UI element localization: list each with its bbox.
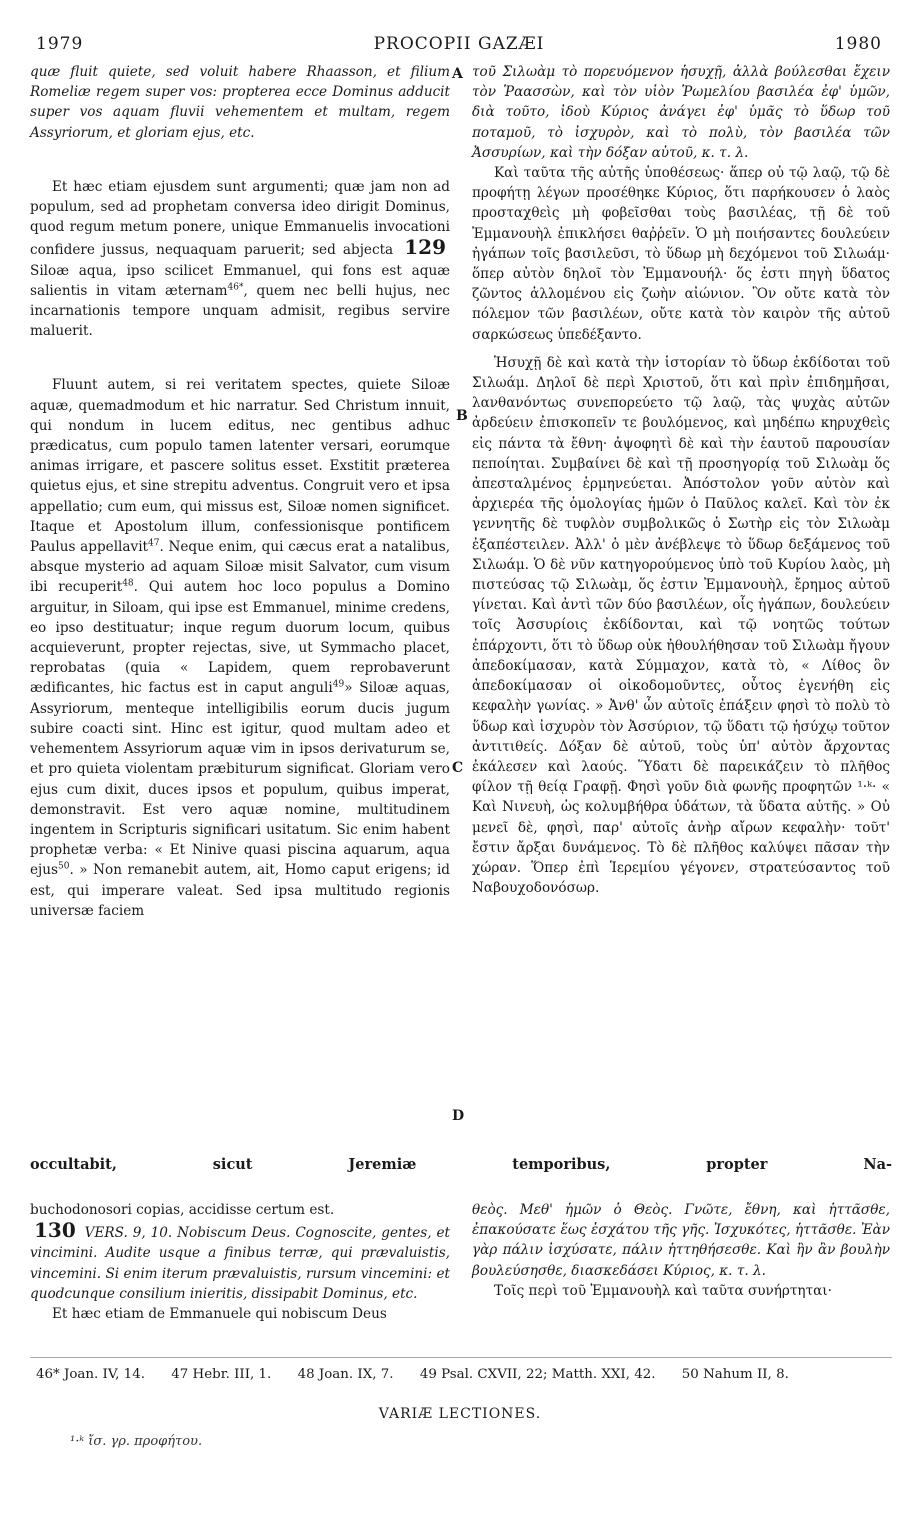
footnote-46: 46* Joan. IV, 14. xyxy=(36,1367,145,1382)
footnote-ref-50: 50 xyxy=(58,861,70,872)
latin-lower-paragraph-2-text: VERS. 9, 10. Nobiscum Deus. Cognoscite, gentes, et vincimini. Audite usque a finibus terræ, qui prævaluistis, vincemini. Si enim iterum prævaluistis, rursum vincemini: et quodcunque consilium inieritis, dissipabit Dominus, etc. xyxy=(30,1225,450,1302)
latin-column xyxy=(30,62,450,921)
greek-paragraph-2: Καὶ ταῦτα τῆς αὐτῆς ὑποθέσεως· ἅπερ οὐ τῷ λαῷ, τῷ δὲ προφήτῃ λέγων προσέθηκε Κύριος, ὅτι παρήκουσεν ὁ λαὸς προσταχθεὶς μὴ φοβεῖσθαι τοὺς βασιλέας, τῇ δὲ τοῦ Ἐμμανουὴλ ἐπικλήσει θαῤῥεῖν. Ὁ μὴ ποιήσαντες δουλεύειν ἠγάπων τοῖς βασιλεῦσι, τὸ ὕδωρ μὴ δεχόμενοι τοῦ Σιλωάμ· ὅπερ αὐτὸν δηλοῖ τὸν Ἐμμανουήλ· ὅς ἐστι πηγὴ ὕδατος ζῶντος ἁλλομένου εἰς ζωὴν αἰώνιον. Ὃν οὔτε κατὰ τὸν πόλεμον τῶν βασιλέων, οὔτε κατὰ τὸν καιρὸν τῆς αὐτοῦ σαρκώσεως ὑπεδέξαντο. xyxy=(472,165,890,343)
latin-paragraph-2-c: , quem nec belli hujus, nec incarnationis tempore unquam admisit, regibus servire maluerit. xyxy=(30,282,450,340)
greek-lower-paragraph-1: θεὸς. Μεθ' ἡμῶν ὁ Θεὸς. Γνῶτε, ἔθνη, καὶ ἡττᾶσθε, ἐπακούσατε ἕως ἐσχάτου τῆς γῆς. Ἰσχυκότες, ἡττᾶσθε. Ἐὰν γὰρ πάλιν ἰσχύσατε, πάλιν ἡττηθήσεσθε. Καὶ ἣν ἂν βουλὴν βουλεύσησθε, διασκεδάσει Κύριος, κ. τ. λ. xyxy=(472,1202,890,1279)
latin-paragraph-3-a: Fluunt autem, si rei veritatem spectes, quiete Siloæ aquæ, quemadmodum et hic narratur. Sed Christum innuit, qui nondum in lucem editus, nec gentibus adhuc prædicatus, cum populo tamen latenter versari, eorumque animas irrigare, et pascere solitus esset. Exstitit præterea quietus ejus, et sine strepitu adventus. Congruit vero et ipsa appellatio; cum eum, qui missus est, Siloæ nomen significet. Itaque et Apostolum illum, confessionisque pontificem Paulus appellavit xyxy=(30,377,450,556)
footnote-50: 50 Nahum II, 8. xyxy=(681,1367,789,1382)
footnotes xyxy=(36,1366,886,1384)
latin-lower-paragraph-1: buchodonosori copias, accidisse certum est. xyxy=(30,1202,335,1218)
latin-paragraph-2 xyxy=(30,177,450,342)
margin-letter-c: C xyxy=(452,760,464,776)
footnote-ref-49: 49 xyxy=(332,679,345,690)
running-title: PROCOPII GAZÆI xyxy=(373,34,545,54)
footnote-49: 49 Psal. CXVII, 22; Matth. XXI, 42. xyxy=(419,1367,656,1382)
greek-column-lower xyxy=(472,1200,890,1301)
latin-paragraph-3-e: . » Non remanebit autem, ait, Homo caput erigens; id est, qui imperare valeat. Sed ipsa multitudo regionis universæ faciem xyxy=(30,862,450,919)
margin-letter-d: D xyxy=(452,1108,465,1124)
footnote-47: 47 Hebr. III, 1. xyxy=(171,1367,272,1382)
page-number-right: 1980 xyxy=(834,34,882,54)
footnote-divider xyxy=(30,1357,892,1358)
latin-paragraph-3-d: » Siloæ aquas, Assyriorum, menteque intelligibilis eorum ducis jugum subire coacti sint. Hinc est igitur, quod multam adeo et vehementem Assyriorum aquæ vim in ipsos derivaturum se, et pro quieta violentam præbiturum significat. Gloriam vero ejus cum dixit, duces ipsos et populum, quibus imperat, demonstravit. Est vero aquæ nomine, multitudinem ingentem in Scripturis significari usitatum. Sic enim habent prophetæ verba: « Et Ninive quasi piscina aquarum, aqua ejus xyxy=(30,680,450,879)
footnote-ref-48: 48 xyxy=(122,578,134,589)
greek-paragraph-3: Ἡσυχῇ δὲ καὶ κατὰ τὴν ἱστορίαν τὸ ὕδωρ ἐκδίδοται τοῦ Σιλωάμ. Δηλοῖ δὲ περὶ Χριστοῦ, ὅτι καὶ πρὶν ἐπιδημῆσαι, λανθανόντως συνεπορεύετο τῷ λαῷ, τὰς ψυχὰς αὐτῶν ἀρδεύειν ἐπισκοπεῖν τε βουλόμενος, καὶ μηδέπω κηρυχθεὶς εἰς πάντα τὰ ἔθνη· ἀψοφητὶ δὲ καὶ τὴν ἑαυτοῦ παρουσίαν πεποίηται. Συμβαίνει δὲ καὶ τῇ προσηγορίᾳ τοῦ Σιλωὰμ ὅς ἀπεσταλμένος ἑρμηνεύεται. Ἀπόστολον γοῦν αὐτὸν καὶ ἀρχιερέα τῆς ὁμολογίας ἡμῶν ὁ Παῦλος καλεῖ. Καὶ τὸν ἐκ γεννητῆς δὲ τυφλὸν συμβολικῶς ὁ Σωτὴρ εἰς τὸν Σιλωὰμ ἐξαπέστειλεν. Ἀλλ' ὁ μὲν ἀνέβλεψε τὸ ὕδωρ δεξάμενος τοῦ Σιλωάμ. Ὁ δὲ νῦν κατηγορούμενος ὑπὸ τοῦ Κυρίου λαὸς, μὴ πιστεύσας τῷ Σιλωὰμ, ὅς ἐστιν Ἐμμανουὴλ, ἔρημος αὐτοῦ γίνεται. Καὶ ἀντὶ τῶν δύο βασιλέων, οἷς ἠγάπων, δουλεύειν τοῖς Ἀσσυρίοις ἐκδίδονται, καὶ τῷ νοητῶς τούτων ἐπάρχοντι, ὅτι τὸ ὕδωρ οὐκ ἠθουλήθησαν τοῦ Σιλωὰμ ἤγουν ἀπεδοκίμασαν, κατὰ Σύμμαχον, κατὰ τὸ, « Λίθος ὃν ἀπεδοκίμασαν οἱ οἰκοδομοῦντες, οὗτος ἐγενήθη εἰς κεφαλὴν γωνίας. » Ἀνθ' ὧν αὐτοῖς ἐπάξειν φησὶ τὸ πολὺ τὸ ὕδωρ καὶ ἰσχυρὸν τὸν Ἀσσύριον, τῷ ὕδατι τῷ ἡσύχῳ τοῦτον ἀντιτιθείς. Δόξαν δὲ αὐτοῦ, τοὺς ὑπ' αὐτὸν ἄρχοντας ἐκάλεσεν καὶ λαούς. Ὕδατι δὲ παρεικάζειν τὸ πλῆθος φίλον τῇ θείᾳ Γραφῇ. Φησὶ γοῦν διὰ φωνῆς προφητῶν ¹·ᵏ· « Καὶ Νινευὴ, ὡς κολυμβήθρα ὑδάτων, τὰ ὕδατα αὐτῆς. » Οὐ μενεῖ δὲ, φησὶ, παρ' αὐτοῖς ἀνὴρ αἴρων κεφαλὴν· τοῦτ' ἔστιν ἄρξαι δυνάμενος. Τὸ δὲ πλῆθος καλύψει πᾶσαν τὴν χώραν. Ὅπερ ἐπὶ Ἱερεμίου γέγονεν, στρατεύσαντος τοῦ Ναβουχοδονόσωρ. xyxy=(472,354,890,897)
footnote-ref-46: 46* xyxy=(227,282,244,293)
footnote-48: 48 Joan. IX, 7. xyxy=(297,1367,394,1382)
greek-lower-paragraph-2: Τοῖς περὶ τοῦ Ἐμμανουὴλ καὶ ταῦτα συνήρτηται· xyxy=(494,1282,832,1299)
variae-lectiones-heading: VARIÆ LECTIONES. xyxy=(378,1406,542,1422)
section-number-129: 129 xyxy=(404,235,447,260)
latin-paragraph-2-a: Et hæc etiam ejusdem sunt argumenti; quæ jam non ad populum, sed ad prophetam conversa ideo dirigit Dominus, quod regum metum ponere, unique Emmanuelis invocationi confidere jussus, nequaquam paruerit; sed abjecta xyxy=(30,178,450,259)
greek-paragraph-1: τοῦ Σιλωὰμ τὸ πορευόμενον ἡσυχῇ, ἀλλὰ βούλεσθαι ἔχειν τὸν Ῥαασσὼν, καὶ τὸν υἱὸν Ῥωμελίου βασιλέα ἐφ' ὑμῶν, διὰ τοῦτο, ἰδοὺ Κύριος ἀνάγει ἐφ' ὑμᾶς τὸ ὕδωρ τοῦ ποταμοῦ, τὸ ἰσχυρὸν, καὶ τὸ πολὺ, τὸν βασιλέα τῶν Ἀσσυρίων, καὶ τὴν δόξαν αὐτοῦ, κ. τ. λ. xyxy=(472,64,890,161)
fullwidth-line: occultabit, sicut Jeremiæ temporibus, propter Na- xyxy=(30,1156,892,1173)
margin-letter-a: A xyxy=(452,66,463,82)
latin-paragraph-3 xyxy=(30,375,450,920)
greek-column xyxy=(472,62,890,898)
latin-paragraph-3-c: . Qui autem hoc loco populus a Domino arguitur, in Siloam, qui ipse est Emmanuel, minime credens, eo ipso destituatur; inque regum duorum locum, quibus acquieverunt, propter rejectas, sive, ut Symmacho placet, reprobatas (quia « Lapidem, quem reprobaverunt ædificantes, hic factus est in caput anguli xyxy=(30,579,450,697)
variae-lectiones-note: ¹·ᵏ ἴσ. γρ. προφήτου. xyxy=(70,1434,203,1449)
footnote-ref-47: 47 xyxy=(148,538,160,549)
page-number-left: 1979 xyxy=(36,34,84,54)
section-number-130: 130 xyxy=(34,1218,76,1243)
margin-letter-b: B xyxy=(456,408,468,424)
latin-lower-paragraph-2 xyxy=(30,1220,450,1304)
latin-paragraph-2-b: Siloæ aqua, ipso scilicet Emmanuel, qui fons est aquæ salientis in vitam æternam xyxy=(30,262,450,299)
latin-paragraph-3-b: . Neque enim, qui cæcus erat a natalibus, absque mysterio ad aquam Siloæ misit Salvator, cum visum ibi recuperit xyxy=(30,539,451,596)
latin-column-lower xyxy=(30,1200,450,1324)
latin-lower-paragraph-3: Et hæc etiam de Emmanuele qui nobiscum Deus xyxy=(52,1306,387,1323)
latin-paragraph-1: quæ fluit quiete, sed voluit habere Rhaasson, et filium Romeliæ regem super vos: propterea ecce Dominus adducit super vos aquam fluvii vehementem et multam, regem Assyriorum, et gloriam ejus, etc. xyxy=(30,64,450,141)
running-header xyxy=(36,34,882,58)
